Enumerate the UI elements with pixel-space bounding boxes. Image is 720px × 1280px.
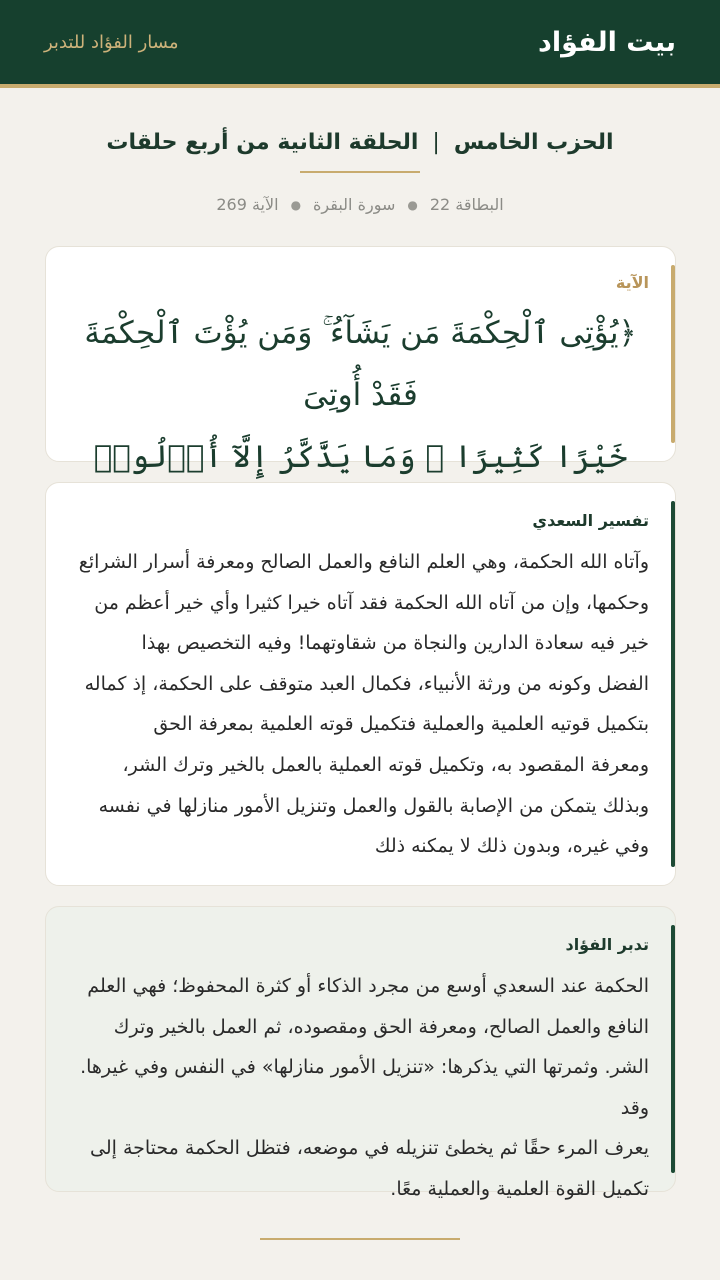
meta-dot: ● [407,197,418,212]
tafsir-line: وبذلك يتمكن من الإصابة بالقول والعمل وتنزيل الأمور منازلها في نفسه [98,794,649,817]
tafsir-card-label: تفسير السعدي [532,511,649,530]
tafsir-line: بتكميل قوتيه العلمية والعملية فتكميل قوته العلمية بمعرفة الحق [153,713,649,736]
title-underline [300,171,420,173]
tafsir-line: وفي غيره، وبدون ذلك لا يمكنه ذلك [374,835,649,858]
verse-card [45,246,676,475]
footer-divider [260,1238,460,1240]
tafsir-line: وحكمها، وإن من آتاه الله الحكمة فقد آتاه خيرا كثيرا وأي خير أعظم من [94,591,649,614]
tadabbur-card-label: تدبر الفؤاد [565,935,649,954]
card-number: البطاقة 22 [429,195,504,214]
halaqa-label: الحلقة الثانية من أربع حلقات [106,130,419,155]
section-heading [0,130,720,214]
verse-card-label: الآية [615,273,649,292]
tadabbur-line: الشر. وثمرتها التي يذكرها: «تنزيل الأمور منازلها» في النفس وفي غيرها. وقد [80,1056,649,1119]
hizb-label: الحزب الخامس [453,130,614,155]
tadabbur-line: يعرف المرء حقًا ثم يخطئ تنزيله في موضعه، فتظل الحكمة محتاجة إلى [90,1137,649,1160]
tafsir-line: الفضل وكونه من ورثة الأنبياء، فكمال العبد متوقف على الحكمة، إذ كماله [84,672,649,695]
tafsir-text [46,530,675,867]
meta-dot: ● [290,197,302,212]
app-header [0,0,720,88]
header-subtitle-link[interactable]: مسار الفؤاد للتدبر [44,31,179,53]
app-brand[interactable]: بيت الفؤاد [537,26,676,58]
title-separator: | [432,130,440,155]
section-title [106,130,613,155]
tadabbur-card-accent [671,925,675,1173]
verse-line: خَيْرًا كَثِيرًا ۗ وَمَا يَذَّكَّرُ إِلَّآ أُو۟لُوا۟ [93,439,628,475]
verse-line: ﴿يُؤْتِى ٱلْحِكْمَةَ مَن يَشَآءُ ۚ وَمَن يُؤْتَ ٱلْحِكْمَةَ فَقَدْ أُوتِىَ [84,315,637,413]
card-meta [0,195,720,214]
tadabbur-line: الحكمة عند السعدي أوسع من مجرد الذكاء أو كثرة المحفوظ؛ فهي العلم [87,975,649,997]
tadabbur-line: النافع والعمل الصالح، ومعرفة الحق ومقصوده، ثم العمل بالخير وترك [113,1015,649,1038]
surah-name: سورة البقرة [313,195,396,214]
tafsir-card [45,482,676,886]
tafsir-line: وآتاه الله الحكمة، وهي العلم النافع والعمل الصالح ومعرفة أسرار الشرائع [78,551,649,573]
ayah-number: الآية 269 [216,195,279,214]
tafsir-line: ومعرفة المقصود به، وتكميل قوته العملية بالعمل بالخير وترك الشر، [122,753,649,776]
tadabbur-line: تكميل القوة العلمية والعملية معًا. [390,1177,649,1200]
tafsir-line: خير فيه سعادة الدارين والنجاة من شقاوتهما! وفيه التخصيص بهذا [141,632,649,655]
verse-card-accent [671,265,675,443]
tadabbur-card [45,906,676,1200]
tadabbur-text [46,954,675,1210]
tafsir-card-accent [671,501,675,867]
